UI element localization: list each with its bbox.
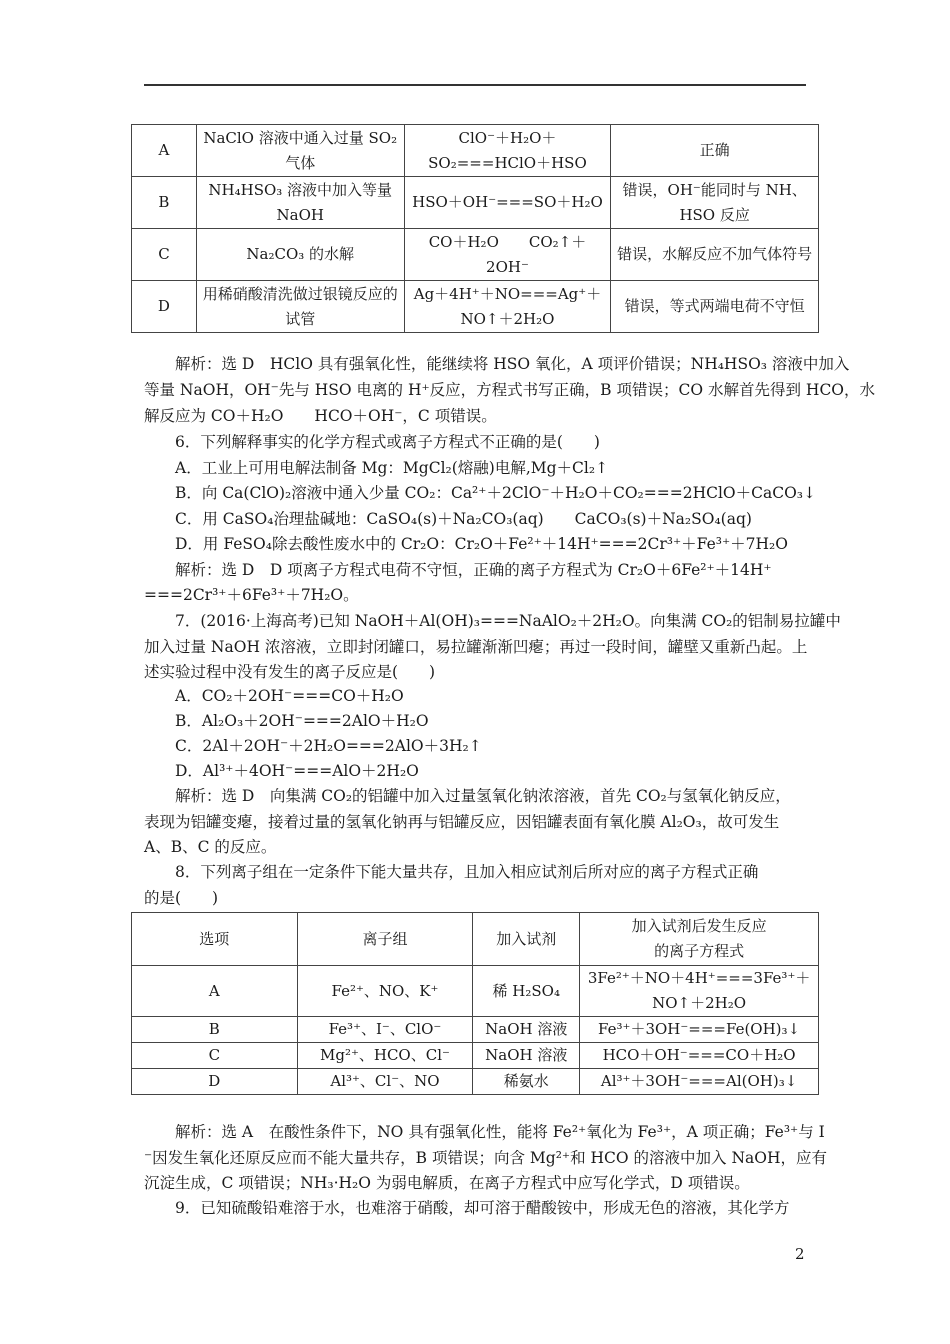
equation-cell: CO＋H₂O CO₂↑＋2OH⁻ (404, 229, 611, 281)
equation-cell: HSO＋OH⁻===SO＋H₂O (404, 177, 611, 229)
question-7-option: B．Al₂O₃＋2OH⁻===2AlO＋H₂O (175, 712, 429, 730)
question-7-option: C．2Al＋2OH⁻＋2H₂O===2AlO＋3H₂↑ (175, 737, 482, 755)
option-cell: A (132, 966, 298, 1017)
header-cell: 离子组 (297, 913, 473, 966)
option-cell: D (132, 281, 197, 333)
option-cell: B (132, 1017, 298, 1043)
table-row (132, 125, 819, 177)
table-row (132, 229, 819, 281)
table-row (132, 177, 819, 229)
question-6-option: C．用 CaSO₄治理盐碱地：CaSO₄(s)＋Na₂CO₃(aq) CaCO₃(s)＋Na₂SO₄(aq) (175, 510, 752, 528)
reagent-cell: NaOH 溶液 (473, 1017, 580, 1043)
header-cell: 加入试剂 (473, 913, 580, 966)
analysis-5-line: 等量 NaOH，OH⁻先与 HSO 电离的 H⁺反应，方程式书写正确，B 项错误；CO 水解首先得到 HCO，水 (144, 381, 876, 399)
desc-cell: NaClO 溶液中通入过量 SO₂ 气体 (196, 125, 404, 177)
question-7-stem: 7．(2016·上海高考)已知 NaOH＋Al(OH)₃===NaAlO₂＋2H₂O。向集满 CO₂的铝制易拉罐中 (175, 612, 841, 630)
ions-cell: Mg²⁺、HCO、Cl⁻ (297, 1043, 473, 1069)
question-7-stem: 述实验过程中没有发生的离子反应是( ) (144, 663, 436, 681)
option-cell: D (132, 1069, 298, 1095)
equation-cell: ClO⁻＋H₂O＋SO₂===HClO＋HSO (404, 125, 611, 177)
table-header-row (132, 913, 819, 966)
header-rule (144, 84, 806, 86)
table-row (132, 281, 819, 333)
page-number: 2 (795, 1245, 805, 1263)
option-cell: C (132, 1043, 298, 1069)
question-6-analysis: 解析：选 D D 项离子方程式电荷不守恒，正确的离子方程式为 Cr₂O＋6Fe²⁺＋14H⁺ (175, 561, 772, 579)
question-7-option: A．CO₂＋2OH⁻===CO＋H₂O (175, 687, 404, 705)
question-6-option: D．用 FeSO₄除去酸性废水中的 Cr₂O：Cr₂O＋Fe²⁺＋14H⁺===2Cr³⁺＋Fe³⁺＋7H₂O (175, 535, 788, 553)
question-7-option: D．Al³⁺＋4OH⁻===AlO＋2H₂O (175, 762, 419, 780)
ions-cell: Fe³⁺、I⁻、ClO⁻ (297, 1017, 473, 1043)
question-7-analysis: A、B、C 的反应。 (144, 838, 277, 856)
analysis-5-line: 解反应为 CO＋H₂O HCO＋OH⁻，C 项错误。 (144, 407, 497, 425)
desc-cell: NH₄HSO₃ 溶液中加入等量 NaOH (196, 177, 404, 229)
question-6-option: A．工业上可用电解法制备 Mg：MgCl₂(熔融)电解,Mg＋Cl₂↑ (175, 459, 609, 477)
option-cell: A (132, 125, 197, 177)
question-6-stem: 6．下列解释事实的化学方程式或离子方程式不正确的是( ) (175, 433, 600, 451)
table-row (132, 1069, 819, 1095)
reagent-cell: 稀 H₂SO₄ (473, 966, 580, 1017)
reagent-cell: NaOH 溶液 (473, 1043, 580, 1069)
question-8-analysis: ⁻因发生氧化还原反应而不能大量共存，B 项错误；向含 Mg²⁺和 HCO 的溶液中加入 NaOH，应有 (144, 1149, 828, 1167)
option-cell: B (132, 177, 197, 229)
evaluation-cell: 错误，水解反应不加气体符号 (611, 229, 819, 281)
table-row (132, 1017, 819, 1043)
ions-cell: Al³⁺、Cl⁻、NO (297, 1069, 473, 1095)
evaluation-cell: 错误，等式两端电荷不守恒 (611, 281, 819, 333)
question-8-stem: 的是( ) (144, 889, 219, 907)
desc-cell: Na₂CO₃ 的水解 (196, 229, 404, 281)
question-7-stem: 加入过量 NaOH 浓溶液，立即封闭罐口，易拉罐渐渐凹瘪；再过一段时间，罐壁又重新凸起。上 (144, 638, 808, 656)
question-8-stem: 8．下列离子组在一定条件下能大量共存，且加入相应试剂后所对应的离子方程式正确 (175, 863, 759, 881)
equation-cell: Ag＋4H⁺＋NO===Ag⁺＋NO↑＋2H₂O (404, 281, 611, 333)
equation-cell: Al³⁺＋3OH⁻===Al(OH)₃↓ (580, 1069, 819, 1095)
question-7-analysis: 表现为铝罐变瘪，接着过量的氢氧化钠再与铝罐反应，因铝罐表面有氧化膜 Al₂O₃，故可发生 (144, 813, 780, 831)
ion-group-table (131, 912, 819, 1095)
evaluation-cell: 错误，OH⁻能同时与 NH、HSO 反应 (611, 177, 819, 229)
header-cell: 选项 (132, 913, 298, 966)
question-8-analysis: 沉淀生成，C 项错误；NH₃·H₂O 为弱电解质，在离子方程式中应写化学式，D 项错误。 (144, 1174, 750, 1192)
header-cell: 加入试剂后发生反应的离子方程式 (580, 913, 819, 966)
question-6-analysis: ===2Cr³⁺＋6Fe³⁺＋7H₂O。 (144, 586, 359, 604)
table-row (132, 966, 819, 1017)
analysis-5-line: 解析：选 D HClO 具有强氧化性，能继续将 HSO 氧化，A 项评价错误；NH₄HSO₃ 溶液中加入 (175, 355, 850, 373)
equation-cell: HCO＋OH⁻===CO＋H₂O (580, 1043, 819, 1069)
evaluation-table (131, 124, 819, 333)
question-9-stem: 9．已知硫酸铅难溶于水，也难溶于硝酸，却可溶于醋酸铵中，形成无色的溶液，其化学方 (175, 1199, 790, 1217)
question-6-option: B．向 Ca(ClO)₂溶液中通入少量 CO₂：Ca²⁺＋2ClO⁻＋H₂O＋CO₂===2HClO＋CaCO₃↓ (175, 484, 816, 502)
desc-cell: 用稀硝酸清洗做过银镜反应的试管 (196, 281, 404, 333)
question-8-analysis: 解析：选 A 在酸性条件下，NO 具有强氧化性，能将 Fe²⁺氧化为 Fe³⁺，A 项正确；Fe³⁺与 I (175, 1123, 825, 1141)
evaluation-cell: 正确 (611, 125, 819, 177)
reagent-cell: 稀氨水 (473, 1069, 580, 1095)
equation-cell: Fe³⁺＋3OH⁻===Fe(OH)₃↓ (580, 1017, 819, 1043)
ions-cell: Fe²⁺、NO、K⁺ (297, 966, 473, 1017)
question-7-analysis: 解析：选 D 向集满 CO₂的铝罐中加入过量氢氧化钠浓溶液，首先 CO₂与氢氧化钠反应， (175, 787, 791, 805)
table-row (132, 1043, 819, 1069)
option-cell: C (132, 229, 197, 281)
equation-cell: 3Fe²⁺＋NO＋4H⁺===3Fe³⁺＋NO↑＋2H₂O (580, 966, 819, 1017)
